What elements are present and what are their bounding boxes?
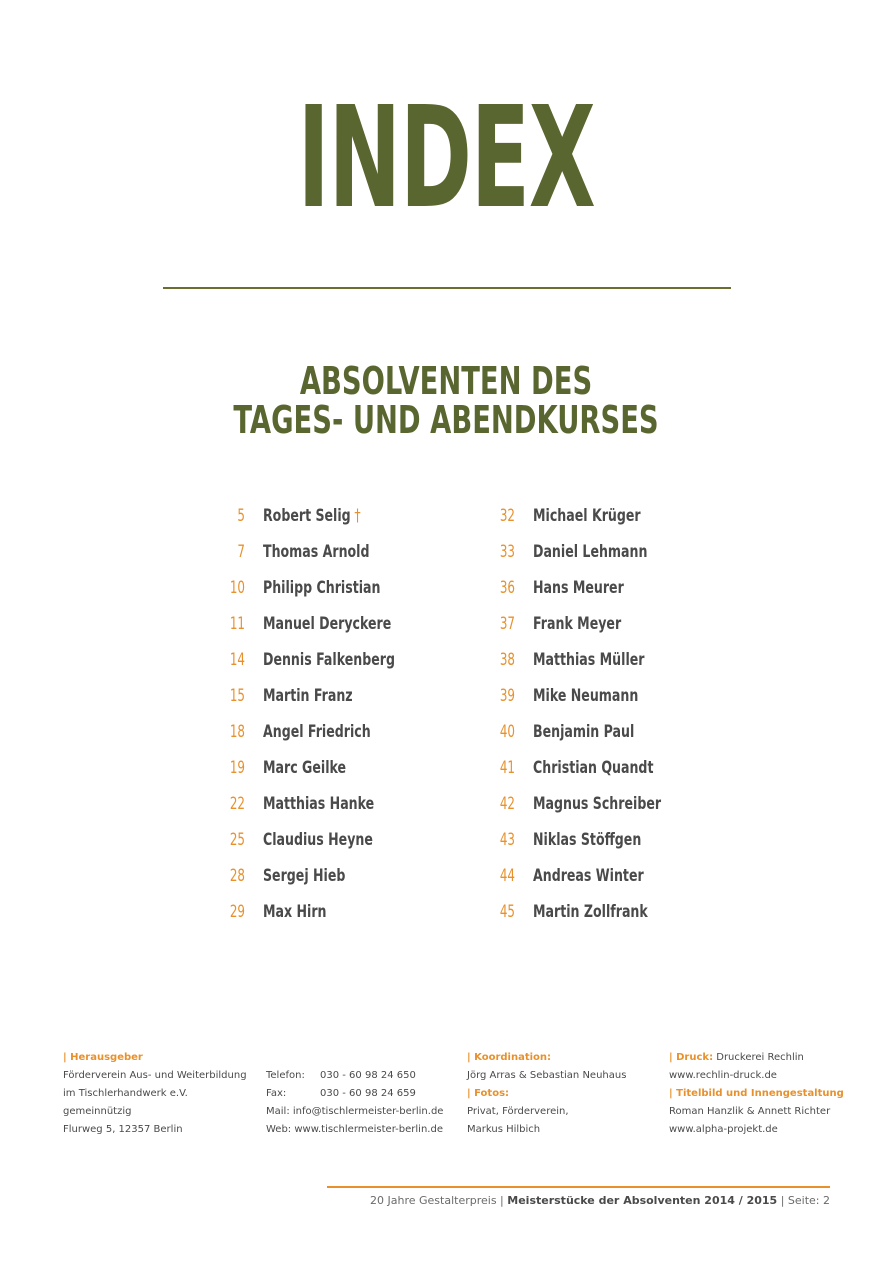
deceased-mark: †	[354, 506, 361, 526]
printer-name: Druckerei Rechlin	[716, 1052, 804, 1063]
index-page-number: 44	[499, 866, 515, 886]
index-page-number: 14	[229, 650, 245, 670]
coordination-names: Jörg Arras & Sebastian Neuhaus	[467, 1070, 627, 1081]
index-name	[533, 828, 641, 852]
mail-row: Mail: info@tischlermeister-berlin.de	[266, 1106, 444, 1117]
index-page-number: 40	[499, 722, 515, 742]
index-page-number: 39	[499, 686, 515, 706]
photos-line: Markus Hilbich	[467, 1124, 541, 1135]
index-name	[533, 540, 647, 564]
index-name	[533, 900, 648, 924]
section-heading-line-1: ABSOLVENTEN DES	[299, 359, 593, 403]
index-page-number: 42	[499, 794, 515, 814]
index-name	[263, 504, 361, 528]
index-page-number: 15	[229, 686, 245, 706]
index-name	[263, 828, 373, 852]
footer-anniversary: 20 Jahre Gestalterpreis	[370, 1194, 497, 1207]
index-name	[263, 720, 371, 744]
index-name	[533, 648, 644, 672]
phone-row	[266, 1067, 443, 1085]
footer-separator: |	[496, 1194, 508, 1207]
fax-label: Fax:	[266, 1088, 287, 1099]
imprint-coordination	[467, 1049, 626, 1139]
index-page-number: 41	[499, 758, 515, 778]
index-name-text: Mike Neumann	[533, 686, 639, 706]
index-name	[533, 864, 644, 888]
index-page-number: 29	[229, 902, 245, 922]
fax-row	[266, 1085, 443, 1103]
index-page-number: 43	[499, 830, 515, 850]
index-name-text: Niklas Stöffgen	[533, 830, 642, 850]
photos-heading: | Fotos:	[467, 1088, 510, 1099]
footer-separator: |	[777, 1194, 788, 1207]
index-name	[263, 900, 327, 924]
index-name-text: Philipp Christian	[263, 578, 381, 598]
index-page-number: 45	[499, 902, 515, 922]
index-name-text: Thomas Arnold	[263, 542, 370, 562]
publisher-line: Flurweg 5, 12357 Berlin	[63, 1124, 183, 1135]
index-name-text: Daniel Lehmann	[533, 542, 648, 562]
index-name-text: Magnus Schreiber	[533, 794, 662, 814]
index-name	[263, 612, 391, 636]
index-page-number: 22	[229, 794, 245, 814]
index-name-text: Max Hirn	[263, 902, 327, 922]
index-name-text: Frank Meyer	[533, 614, 622, 634]
index-name	[263, 648, 395, 672]
footer-page-number: Seite: 2	[787, 1194, 830, 1207]
index-page-number: 33	[499, 542, 515, 562]
printer-web: www.rechlin-druck.de	[669, 1070, 777, 1081]
web-row: Web: www.tischlermeister-berlin.de	[266, 1124, 443, 1135]
publisher-line: gemeinnützig	[63, 1106, 132, 1117]
index-name-text: Martin Franz	[263, 686, 353, 706]
index-name-text: Manuel Deryckere	[263, 614, 392, 634]
publisher-heading: | Herausgeber	[63, 1052, 143, 1063]
index-name	[533, 684, 638, 708]
imprint-publisher	[63, 1049, 247, 1139]
index-name-text: Matthias Hanke	[263, 794, 375, 814]
index-name	[263, 684, 353, 708]
index-name-text: Christian Quandt	[533, 758, 654, 778]
index-name	[533, 504, 641, 528]
section-heading	[125, 359, 767, 442]
footer-divider	[327, 1186, 830, 1188]
page-footer	[370, 1194, 830, 1207]
index-page-number: 10	[229, 578, 245, 598]
index-page-number: 5	[237, 506, 245, 526]
index-name-text: Sergej Hieb	[263, 866, 346, 886]
index-page-number: 19	[229, 758, 245, 778]
index-name	[263, 756, 346, 780]
publisher-line: Förderverein Aus- und Weiterbildung	[63, 1070, 247, 1081]
index-name	[533, 612, 621, 636]
index-page-number: 18	[229, 722, 245, 742]
index-name-text: Dennis Falkenberg	[263, 650, 395, 670]
index-page-number: 36	[499, 578, 515, 598]
phone-label: Telefon:	[266, 1070, 305, 1081]
index-name-text: Matthias Müller	[533, 650, 645, 670]
index-name-text: Hans Meurer	[533, 578, 624, 598]
index-name	[263, 864, 345, 888]
index-page-number: 7	[237, 542, 245, 562]
design-web: www.alpha-projekt.de	[669, 1124, 778, 1135]
footer-publication: Meisterstücke der Absolventen 2014 / 2015	[507, 1194, 778, 1207]
index-page-number: 38	[499, 650, 515, 670]
index-name-text: Angel Friedrich	[263, 722, 371, 742]
design-heading: | Titelbild und Innengestaltung	[669, 1088, 844, 1099]
page-title: INDEX	[297, 77, 595, 240]
index-page-number: 32	[499, 506, 515, 526]
index-name	[533, 720, 634, 744]
index-name-text: Robert Selig	[263, 506, 351, 526]
index-name	[533, 756, 653, 780]
index-name-text: Martin Zollfrank	[533, 902, 648, 922]
print-row	[669, 1049, 844, 1067]
index-page-number: 25	[229, 830, 245, 850]
index-page-number: 37	[499, 614, 515, 634]
index-name-text: Marc Geilke	[263, 758, 347, 778]
index-page-number: 28	[229, 866, 245, 886]
index-name-text: Claudius Heyne	[263, 830, 373, 850]
index-name	[263, 792, 374, 816]
index-name	[533, 792, 661, 816]
index-name	[533, 576, 624, 600]
fax-number: 030 - 60 98 24 659	[320, 1088, 416, 1099]
index-name-text: Michael Krüger	[533, 506, 641, 526]
coordination-heading: | Koordination:	[467, 1052, 552, 1063]
imprint-print	[669, 1049, 844, 1139]
imprint-contact	[266, 1067, 443, 1139]
index-name	[263, 576, 380, 600]
photos-line: Privat, Förderverein,	[467, 1106, 569, 1117]
publisher-line: im Tischlerhandwerk e.V.	[63, 1088, 188, 1099]
index-name-text: Benjamin Paul	[533, 722, 635, 742]
design-names: Roman Hanzlik & Annett Richter	[669, 1106, 831, 1117]
print-heading: | Druck:	[669, 1052, 714, 1063]
title-divider	[163, 287, 731, 289]
index-name	[263, 540, 370, 564]
index-page-number: 11	[229, 614, 245, 634]
index-name-text: Andreas Winter	[533, 866, 644, 886]
phone-number: 030 - 60 98 24 650	[320, 1070, 416, 1081]
section-heading-line-2: TAGES- UND ABENDKURSES	[233, 398, 659, 442]
